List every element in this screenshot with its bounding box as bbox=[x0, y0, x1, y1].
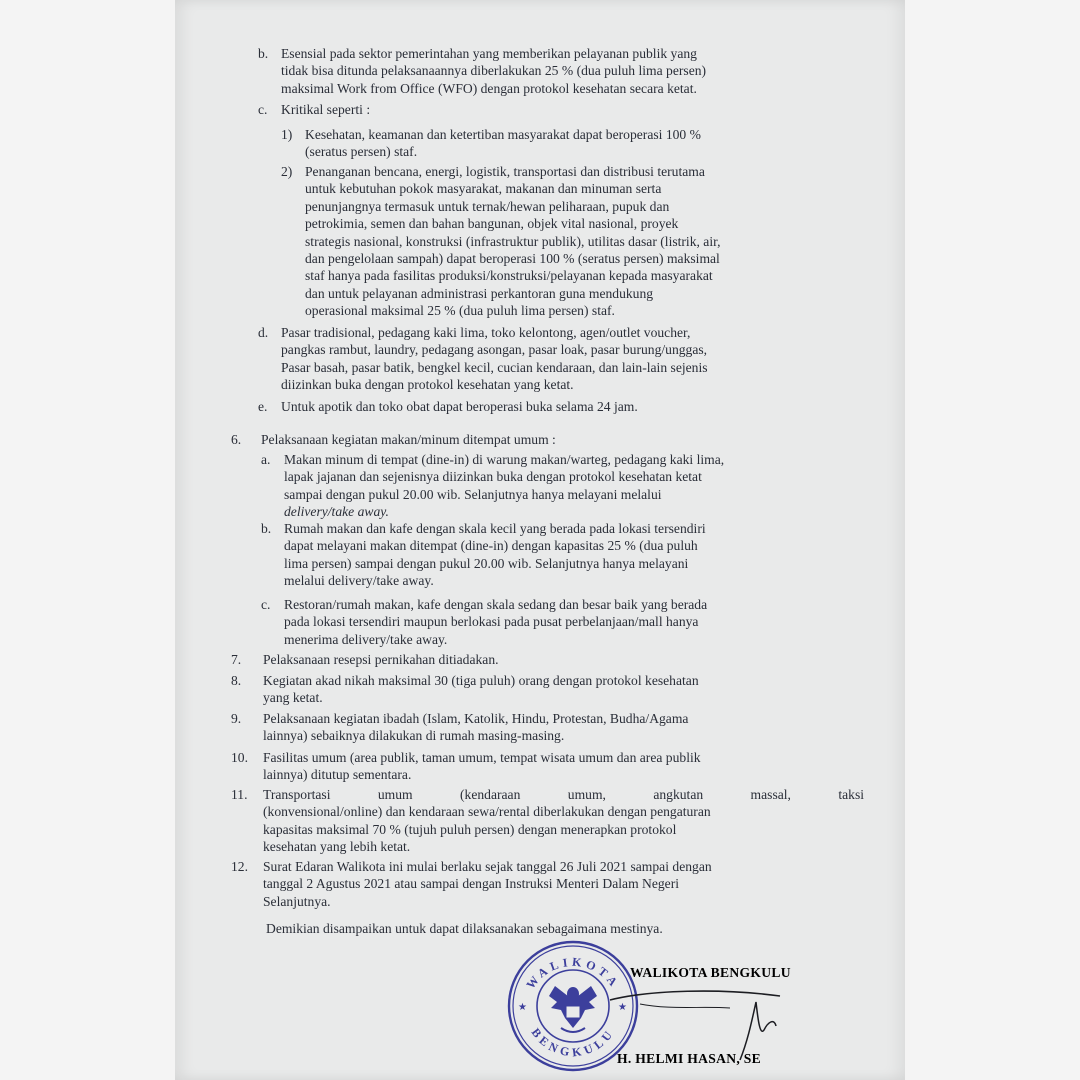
text-line: operasional maksimal 25 % (dua puluh lima persen) staf. bbox=[305, 303, 615, 319]
text-line: Pasar basah, pasar batik, bengkel kecil, cucian kendaraan, dan lain-lain sejenis bbox=[281, 359, 708, 375]
item-6a-text bbox=[284, 451, 833, 521]
item-6-text bbox=[261, 431, 556, 448]
item-10-marker: 10. bbox=[231, 750, 248, 765]
item-6a-marker: a. bbox=[261, 452, 271, 467]
text-line: delivery/take away. bbox=[284, 504, 389, 520]
text-line: Kesehatan, keamanan dan ketertiban masyarakat dapat beroperasi 100 % bbox=[305, 127, 701, 142]
text-line: untuk kebutuhan pokok masyarakat, makanan dan minuman serta bbox=[305, 181, 662, 197]
text-line: Pelaksanaan resepsi pernikahan ditiadakan. bbox=[263, 652, 499, 667]
text-line: kesehatan yang lebih ketat. bbox=[263, 839, 411, 855]
item-7-marker: 7. bbox=[231, 652, 242, 667]
text-line: strategis nasional, konstruksi (infrastruktur publik), utilitas dasar (listrik, air, bbox=[305, 233, 721, 249]
item-6b-text bbox=[284, 520, 833, 590]
text-line: lainnya) ditutup sementara. bbox=[263, 767, 412, 783]
item-c1-text bbox=[305, 126, 833, 161]
item-9-text bbox=[263, 710, 833, 745]
text-line: Surat Edaran Walikota ini mulai berlaku sejak tanggal 26 Juli 2021 sampai dengan bbox=[263, 859, 712, 874]
item-7-text bbox=[263, 651, 499, 668]
text-line: Transportasi umum (kendaraan umum, angkutan massal, taksi bbox=[263, 787, 865, 802]
item-c2-marker: 2) bbox=[281, 164, 293, 179]
text-line: sampai dengan pukul 20.00 wib. Selanjutnya hanya melayani melalui bbox=[284, 486, 662, 502]
text-line: Pelaksanaan kegiatan makan/minum ditempat umum : bbox=[261, 432, 556, 447]
text-line: tidak bisa ditunda pelaksanaannya diberlakukan 25 % (dua puluh lima persen) bbox=[281, 63, 707, 79]
seal-text-bottom: BENGKULU bbox=[528, 1025, 618, 1060]
item-c2-text bbox=[305, 163, 833, 320]
text-line: yang ketat. bbox=[263, 690, 323, 706]
text-line: petrokimia, semen dan bahan bangunan, objek vital nasional, proyek bbox=[305, 216, 679, 232]
text-line: Makan minum di tempat (dine-in) di warung makan/warteg, pedagang kaki lima, bbox=[284, 452, 725, 467]
item-e-marker: e. bbox=[258, 399, 268, 414]
item-9-marker: 9. bbox=[231, 711, 242, 726]
item-6c-marker: c. bbox=[261, 597, 271, 612]
item-b-text bbox=[281, 45, 833, 97]
text-line: dan untuk pelayanan administrasi perkantoran guna mendukung bbox=[305, 285, 654, 301]
text-line: Penanganan bencana, energi, logistik, transportasi dan distribusi terutama bbox=[305, 164, 705, 179]
text-line: melalui delivery/take away. bbox=[284, 573, 434, 589]
text-line: Fasilitas umum (area publik, taman umum, tempat wisata umum dan area publik bbox=[263, 750, 701, 765]
text-line: tanggal 2 Agustus 2021 atau sampai dengan Instruksi Menteri Dalam Negeri bbox=[263, 876, 680, 892]
item-e-text bbox=[281, 398, 638, 415]
item-c-text bbox=[281, 101, 370, 118]
item-12-marker: 12. bbox=[231, 859, 248, 874]
text-line: Demikian disampaikan untuk dapat dilaksanakan sebagaimana mestinya. bbox=[266, 921, 663, 936]
text-line: penunjangnya termasuk untuk ternak/hewan peliharaan, pupuk dan bbox=[305, 198, 670, 214]
text-line: Untuk apotik dan toko obat dapat beroperasi buka selama 24 jam. bbox=[281, 399, 638, 414]
text-line: dan pengelolaan sampah) dapat beroperasi 100 % (seratus persen) maksimal bbox=[305, 251, 720, 267]
signatory-title: WALIKOTA BENGKULU bbox=[630, 965, 791, 980]
signatory-name: H. HELMI HASAN, SE bbox=[617, 1051, 762, 1066]
text-line: Rumah makan dan kafe dengan skala kecil yang berada pada lokasi tersendiri bbox=[284, 521, 706, 536]
text-line: lima persen) sampai dengan pukul 20.00 wib. Selanjutnya hanya melayani bbox=[284, 555, 689, 571]
text-line: Pelaksanaan kegiatan ibadah (Islam, Katolik, Hindu, Protestan, Budha/Agama bbox=[263, 711, 689, 726]
text-line: lapak jajanan dan sejenisnya diizinkan buka dengan protokol kesehatan ketat bbox=[284, 469, 702, 485]
text-line: menerima delivery/take away. bbox=[284, 631, 448, 647]
closing-statement bbox=[266, 920, 663, 937]
item-b-marker: b. bbox=[258, 46, 269, 61]
svg-text:★: ★ bbox=[518, 1002, 527, 1013]
item-12-text bbox=[263, 858, 833, 910]
text-line: diizinkan buka dengan protokol kesehatan yang ketat. bbox=[281, 377, 574, 393]
item-8-text bbox=[263, 672, 833, 707]
text-line: Kritikal seperti : bbox=[281, 102, 371, 117]
text-line: Kegiatan akad nikah maksimal 30 (tiga puluh) orang dengan protokol kesehatan bbox=[263, 673, 699, 688]
text-line: staf hanya pada fasilitas produksi/konstruksi/pelayanan kepada masyarakat bbox=[305, 268, 713, 284]
text-line: lainnya) sebaiknya dilakukan di rumah masing-masing. bbox=[263, 728, 565, 744]
text-line: (konvensional/online) dan kendaraan sewa/rental diberlakukan dengan pengaturan bbox=[263, 804, 711, 820]
text-line: pangkas rambut, laundry, pedagang asongan, pasar loak, pasar burung/unggas, bbox=[281, 342, 708, 358]
item-c-marker: c. bbox=[258, 102, 268, 117]
item-c1-marker: 1) bbox=[281, 127, 293, 142]
item-d-text bbox=[281, 324, 833, 394]
item-8-marker: 8. bbox=[231, 673, 242, 688]
text-line: Esensial pada sektor pemerintahan yang memberikan pelayanan publik yang bbox=[281, 46, 697, 61]
svg-text:★: ★ bbox=[618, 1002, 627, 1013]
item-6c-text bbox=[284, 596, 833, 648]
text-line: kapasitas maksimal 70 % (tujuh puluh persen) dengan menerapkan protokol bbox=[263, 821, 677, 837]
text-line: pada lokasi tersendiri maupun berlokasi pada pusat perbelanjaan/mall hanya bbox=[284, 614, 699, 630]
text-line: Selanjutnya. bbox=[263, 893, 331, 909]
item-6b-marker: b. bbox=[261, 521, 272, 536]
item-6-marker: 6. bbox=[231, 432, 242, 447]
item-11-text bbox=[263, 786, 865, 856]
text-line: maksimal Work from Office (WFO) dengan protokol kesehatan secara ketat. bbox=[281, 80, 697, 96]
item-10-text bbox=[263, 749, 833, 784]
text-line: Pasar tradisional, pedagang kaki lima, toko kelontong, agen/outlet voucher, bbox=[281, 325, 691, 340]
seal-text-top: WALIKOTA bbox=[523, 954, 623, 992]
item-d-marker: d. bbox=[258, 325, 269, 340]
item-11-marker: 11. bbox=[231, 787, 248, 802]
text-line: (seratus persen) staf. bbox=[305, 144, 418, 160]
text-line: dapat melayani makan ditempat (dine-in) dengan kapasitas 25 % (dua puluh bbox=[284, 538, 698, 554]
text-line: Restoran/rumah makan, kafe dengan skala sedang dan besar baik yang berada bbox=[284, 597, 708, 612]
